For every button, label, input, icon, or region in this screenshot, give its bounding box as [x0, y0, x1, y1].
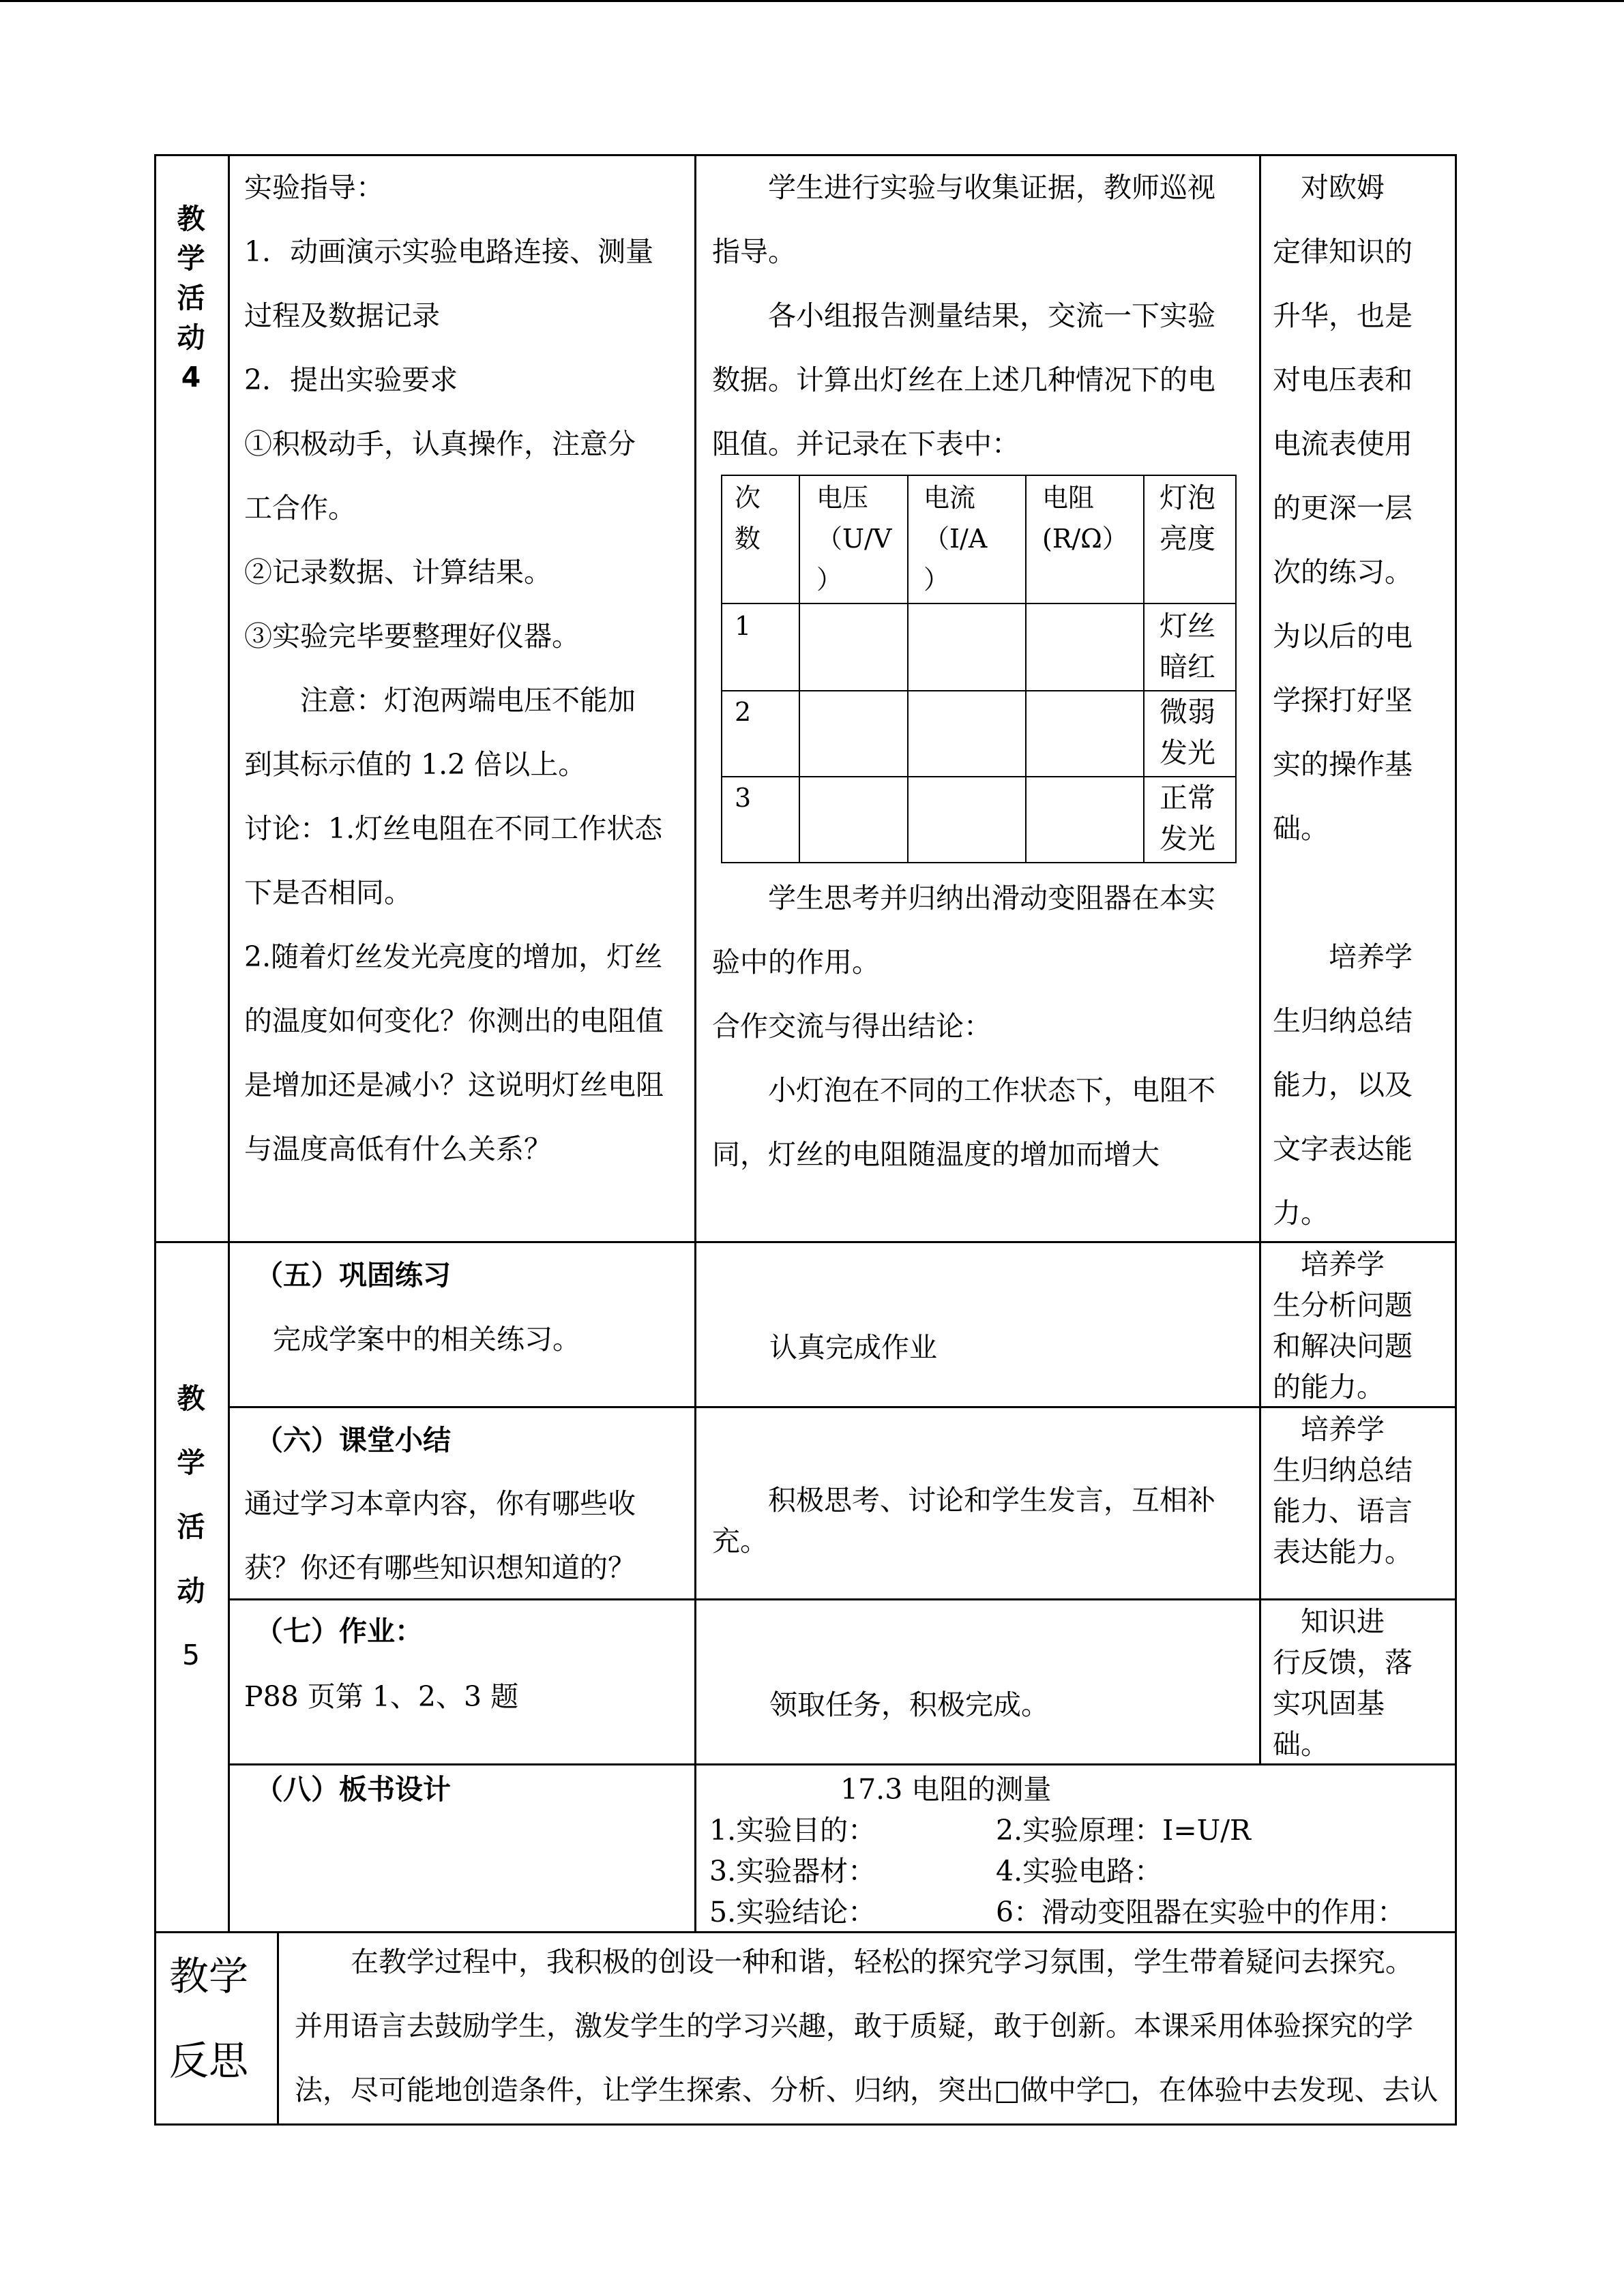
purpose-line: 电流表使用 [1273, 428, 1413, 460]
summary-title: （六）课堂小结 [255, 1424, 451, 1457]
guide-line: 讨论：1.灯丝电阻在不同工作状态 [244, 812, 663, 845]
reflection-line: 并用语言去鼓励学生，激发学生的学习兴趣，敢于质疑，敢于创新。本课采用体验探究的学 [295, 2010, 1413, 2042]
student-activity-top [712, 155, 1215, 476]
guide-line: 2．提出实验要求 [244, 363, 458, 396]
guide-line: 注意：灯泡两端电压不能加 [244, 684, 636, 717]
board-item: 2.实验原理：I=U/R [996, 1814, 1251, 1847]
purpose-line: 生归纳总结 [1273, 1004, 1413, 1037]
reflection-text [295, 1930, 1438, 2122]
header-resistance: 电阻 (R/Ω） [1042, 483, 1128, 554]
purpose-line: 实的操作基 [1273, 748, 1413, 781]
header-brightness: 灯泡 亮度 [1160, 481, 1215, 555]
student-activity-bottom [712, 866, 1215, 1187]
purpose-line: 升华，也是 [1273, 299, 1413, 332]
purpose-line: 定律知识的 [1273, 235, 1413, 268]
homework-text: P88 页第 1、2、3 题 [244, 1680, 519, 1713]
experiment-guide [244, 155, 664, 1181]
guide-line: ②记录数据、计算结果。 [244, 556, 552, 588]
guide-line: 1．动画演示实验电路连接、测量 [244, 235, 654, 268]
board-item: 5.实验结论： [709, 1896, 876, 1928]
guide-line: 工合作。 [244, 492, 356, 524]
purpose-line: 对电压表和 [1273, 363, 1413, 396]
board-heading: 17.3 电阻的测量 [840, 1773, 1052, 1806]
homework-title: （七）作业： [255, 1615, 423, 1648]
guide-line: 的温度如何变化？你测出的电阻值 [244, 1004, 664, 1037]
practice-text: 完成学案中的相关练习。 [273, 1323, 580, 1356]
purpose-line: 次的练习。 [1273, 556, 1413, 588]
practice-purpose: 培养学 生分析问题 和解决问题 的能力。 [1273, 1248, 1413, 1403]
student-line: 合作交流与得出结论： [712, 1010, 992, 1043]
student-line: 数据。计算出灯丝在上述几种情况下的电 [712, 363, 1215, 396]
student-line: 各小组报告测量结果，交流一下实验 [712, 299, 1215, 332]
student-line: 验中的作用。 [712, 946, 880, 979]
student-line: 阻值。并记录在下表中： [712, 428, 1020, 460]
student-line: 学生思考并归纳出滑动变阻器在本实 [712, 882, 1215, 914]
board-item: 6：滑动变阻器在实验中的作用： [996, 1896, 1406, 1928]
purpose-line: 学探打好坚 [1273, 684, 1413, 717]
header-count: 次 数 [735, 483, 761, 554]
practice-title: （五）巩固练习 [255, 1259, 451, 1292]
homework-purpose: 知识进 行反馈，落 实巩固基 础。 [1273, 1605, 1413, 1761]
summary-student: 积极思考、讨论和学生发言，互相补 充。 [712, 1484, 1215, 1557]
reflection-line: 法，尽可能地创造条件，让学生探索、分析、归纳，突出□做中学□，在体验中去发现、去认 [295, 2074, 1438, 2106]
purpose-line: 培养学 [1273, 940, 1413, 973]
row-brightness: 正常 发光 [1160, 781, 1215, 855]
purpose-line: 为以后的电 [1273, 620, 1413, 653]
design-purpose-4 [1273, 155, 1413, 1245]
student-line: 指导。 [712, 235, 796, 268]
reflection-line: 在教学过程中，我积极的创设一种和谐，轻松的探究学习氛围，学生带着疑问去探究。 [295, 1945, 1413, 1978]
row-number: 3 [735, 783, 752, 813]
purpose-line [1273, 861, 1413, 925]
board-item: 1.实验目的： [709, 1814, 876, 1847]
student-line: 同，灯丝的电阻随温度的增加而增大 [712, 1138, 1160, 1171]
row-number: 1 [735, 611, 752, 641]
page-top-border [0, 0, 1624, 2]
guide-line: ①积极动手，认真操作，注意分 [244, 428, 636, 460]
guide-line: 过程及数据记录 [244, 299, 440, 332]
guide-line: 实验指导： [244, 171, 384, 204]
activity-4-label: 教 学 活 动 4 [177, 203, 205, 393]
practice-student: 认真完成作业 [769, 1331, 937, 1364]
board-item: 4.实验电路： [996, 1855, 1163, 1888]
activity-5-label: 教 学 活 动 5 [177, 1382, 205, 1671]
purpose-line: 础。 [1273, 812, 1329, 845]
guide-line: 2.随着灯丝发光亮度的增加，灯丝 [244, 940, 663, 973]
row-brightness: 微弱 发光 [1160, 696, 1215, 769]
board-title: （八）板书设计 [255, 1773, 451, 1806]
row-number: 2 [735, 697, 752, 727]
reflection-label: 教学 反思 [169, 1953, 249, 2084]
homework-student: 领取任务，积极完成。 [769, 1688, 1049, 1721]
student-line: 学生进行实验与收集证据，教师巡视 [712, 171, 1215, 204]
guide-line: ③实验完毕要整理好仪器。 [244, 620, 580, 653]
guide-line: 与温度高低有什么关系？ [244, 1133, 552, 1165]
row-brightness: 灯丝 暗红 [1160, 610, 1215, 683]
guide-line: 下是否相同。 [244, 876, 412, 909]
student-line: 小灯泡在不同的工作状态下，电阻不 [712, 1074, 1215, 1107]
header-voltage: 电压 （U/V ） [816, 483, 892, 595]
board-item: 3.实验器材： [709, 1855, 876, 1888]
purpose-line: 能力，以及 [1273, 1069, 1413, 1101]
purpose-line: 对欧姆 [1273, 171, 1385, 204]
purpose-line: 的更深一层 [1273, 492, 1413, 524]
header-current: 电流 （I/A ） [924, 483, 988, 595]
guide-line: 到其标示值的 1.2 倍以上。 [244, 748, 587, 781]
summary-text: 通过学习本章内容，你有哪些收 获？你还有哪些知识想知道的？ [244, 1487, 636, 1584]
guide-line: 是增加还是减小？这说明灯丝电阻 [244, 1069, 664, 1101]
summary-purpose: 培养学 生归纳总结 能力、语言 表达能力。 [1273, 1413, 1413, 1568]
purpose-line: 文字表达能 [1273, 1133, 1413, 1165]
purpose-line: 力。 [1273, 1197, 1329, 1229]
